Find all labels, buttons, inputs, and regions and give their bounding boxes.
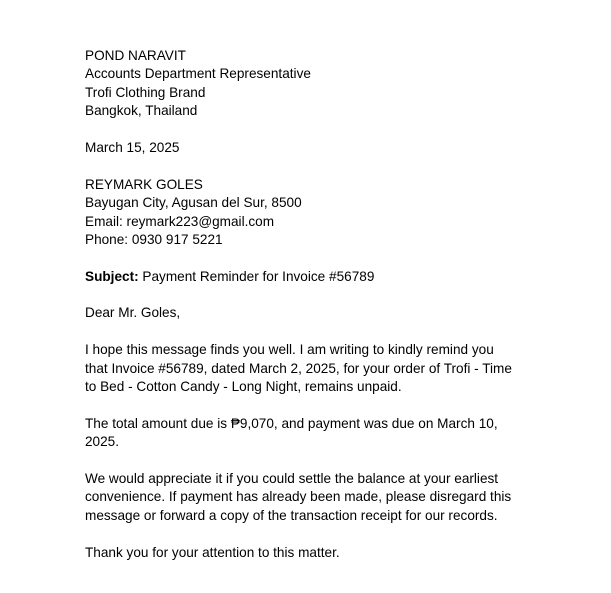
paragraph-3 xyxy=(85,470,535,525)
sender-location: Bangkok, Thailand xyxy=(85,103,198,119)
spacer xyxy=(85,396,535,414)
spacer xyxy=(85,525,535,543)
recipient-block xyxy=(85,176,535,250)
subject-text: Payment Reminder for Invoice #56789 xyxy=(138,268,375,284)
spacer xyxy=(85,452,535,470)
recipient-name: REYMARK GOLES xyxy=(85,176,203,192)
paragraph-line: message or forward a copy of the transaction receipt for our records. xyxy=(85,507,498,523)
sender-title: Accounts Department Representative xyxy=(85,66,311,82)
letter xyxy=(85,47,535,562)
recipient-address: Bayugan City, Agusan del Sur, 8500 xyxy=(85,195,302,211)
closing-line: Thank you for your attention to this matter. xyxy=(85,544,340,560)
sender-block xyxy=(85,47,535,121)
subject-line xyxy=(85,268,535,286)
paragraph-1 xyxy=(85,341,535,396)
paragraph-line: I hope this message finds you well. I am writing to kindly remind you xyxy=(85,342,494,358)
paragraph-2 xyxy=(85,415,535,452)
paragraph-line: convenience. If payment has already been made, please disregard this xyxy=(85,489,512,505)
recipient-phone: Phone: 0930 917 5221 xyxy=(85,231,223,247)
paragraph-line: 2025. xyxy=(85,434,120,450)
sender-name: POND NARAVIT xyxy=(85,48,186,63)
recipient-email: Email: reymark223@gmail.com xyxy=(85,213,275,229)
spacer xyxy=(85,286,535,304)
paragraph-line: We would appreciate it if you could settle the balance at your earliest xyxy=(85,470,499,486)
sender-company: Trofi Clothing Brand xyxy=(85,84,206,100)
spacer xyxy=(85,323,535,341)
paragraph-line: that Invoice #56789, dated March 2, 2025, for your order of Trofi - Time xyxy=(85,360,512,376)
spacer xyxy=(85,157,535,175)
paragraph-line: The total amount due is ₱9,070, and payment was due on March 10, xyxy=(85,415,498,431)
spacer xyxy=(85,121,535,139)
letter-date: March 15, 2025 xyxy=(85,139,180,155)
salutation: Dear Mr. Goles, xyxy=(85,305,181,321)
subject-label: Subject: xyxy=(85,268,139,284)
paragraph-line: to Bed - Cotton Candy - Long Night, remains unpaid. xyxy=(85,379,402,395)
spacer xyxy=(85,249,535,267)
